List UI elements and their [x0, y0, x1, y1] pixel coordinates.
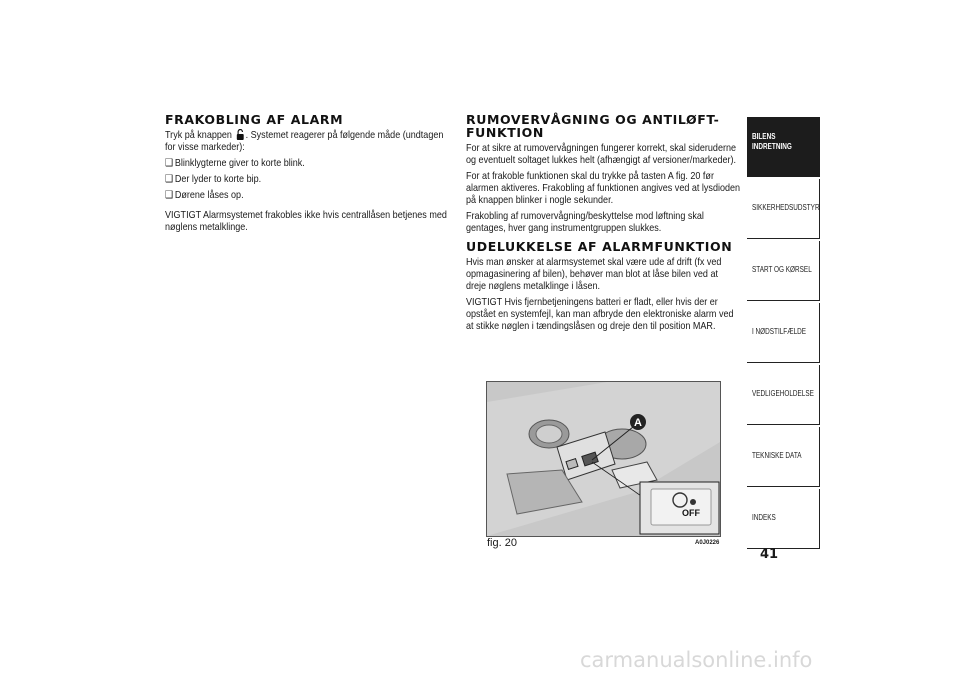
tab-label: VEDLIGEHOLDELSE — [752, 389, 814, 398]
paragraph: For at sikre at rumovervågningen fungerer korrekt, skal sideruderne og eventuelt soltaget lukkes helt (afhængigt af versioner/markeder). — [466, 142, 737, 166]
tab-label: INDEKS — [752, 513, 776, 522]
tab-label: START OG KØRSEL — [752, 265, 812, 274]
section-heading-disarm: FRAKOBLING AF ALARM — [165, 112, 344, 127]
bullet-item: ❑ Blinklygterne giver to korte blink. — [165, 157, 449, 169]
figure-20-illustration — [486, 381, 721, 537]
bullet-item: ❑ Der lyder to korte bip. — [165, 173, 449, 185]
section-heading-alarm-exclusion: UDELUKKELSE AF ALARMFUNKTION — [466, 239, 733, 254]
tab-vedligeholdelse[interactable] — [747, 365, 820, 425]
figure-code: A0J0226 — [695, 540, 720, 546]
disarm-note: VIGTIGT Alarmsystemet frakobles ikke hvis centrallåsen betjenes med nøglens metalklinge. — [165, 209, 447, 233]
tab-label: TEKNISKE DATA — [752, 451, 802, 460]
figure-caption: fig. 20 — [487, 537, 517, 549]
tab-indeks[interactable] — [747, 489, 820, 549]
disarm-intro: Tryk på knappen . Systemet reagerer på følgende måde (undtagen for visse markeder): — [165, 129, 444, 153]
page-number: 41 — [760, 547, 779, 562]
callout-label: A — [634, 417, 642, 429]
tab-label: SIKKERHEDSUDSTYR — [752, 203, 820, 212]
section-heading-interior-monitoring: RUMOVERVÅGNING OG ANTILØFT-FUNKTION — [466, 112, 720, 140]
roof-console-drawing — [487, 382, 720, 536]
tab-label: BILENS INDRETNING — [752, 132, 792, 151]
watermark: carmanualsonline.info — [580, 648, 813, 672]
paragraph: Frakobling af rumovervågning/beskyttelse mod løftning skal gentages, hver gang instrumentgruppen slukkes. — [466, 210, 704, 234]
left-column — [165, 113, 450, 237]
off-label: OFF — [682, 508, 700, 518]
tab-bilens-indretning[interactable] — [747, 117, 820, 177]
unlock-icon — [236, 129, 244, 140]
tab-start-og-korsel[interactable] — [747, 241, 820, 301]
tab-sikkerhedsudstyr[interactable] — [747, 179, 820, 239]
tab-label: I NØDSTILFÆLDE — [752, 327, 807, 336]
paragraph: For at frakoble funktionen skal du trykke på tasten A fig. 20 før alarmen aktiveres. Frakobling af funktionen angives ved at lysdioden på knappen blinker i nogle sekunder. — [466, 170, 741, 206]
right-column — [466, 113, 741, 336]
bullet-item: ❑ Dørene låses op. — [165, 189, 449, 201]
paragraph: VIGTIGT Hvis fjernbetjeningens batteri er fladt, eller hvis der er opstået en systemfejl, kan man afbryde den elektroniske alarm ved at stikke nøglen i tændingslåsen og dreje den til position MAR. — [466, 296, 734, 332]
tab-i-nodstilfaelde[interactable] — [747, 303, 820, 363]
tab-tekniske-data[interactable] — [747, 427, 820, 487]
paragraph: Hvis man ønsker at alarmsystemet skal være ude af drift (fx ved opmagasinering af bilen), behøver man blot at låse bilen ved at dreje nøglens metalklinge i låsen. — [466, 256, 722, 292]
chapter-tabs — [747, 117, 820, 551]
